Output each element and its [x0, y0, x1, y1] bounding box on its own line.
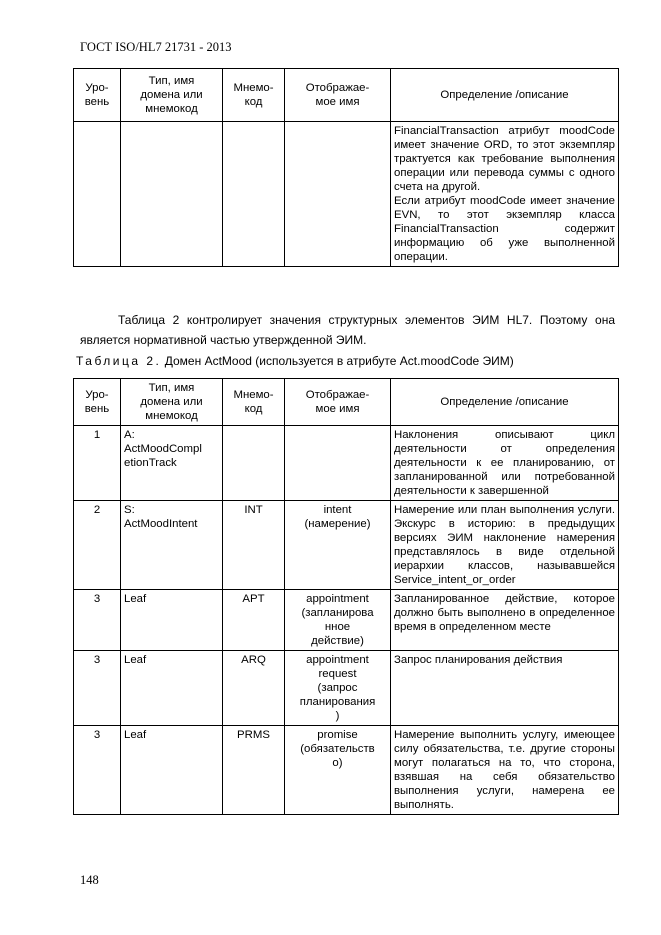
code-cell: PRMS — [223, 726, 285, 815]
col-display-header: Отображае- мое имя — [285, 69, 391, 122]
level-cell: 3 — [74, 590, 121, 651]
col-type-header: Тип, имя домена или мнемокод — [121, 379, 223, 426]
table-caption — [76, 354, 514, 368]
col-code-header: Мнемо- код — [223, 379, 285, 426]
definition-text: FinancialTransaction атрибут moodCode имеет значение ORD, то этот экземпляр трактуется как требование выполнения операции или перевода суммы с одного счета на другой. — [394, 125, 615, 193]
table-row — [74, 726, 619, 815]
col-level-header: Уро- вень — [74, 379, 121, 426]
type-cell: Leaf — [121, 726, 223, 815]
level-cell: 1 — [74, 426, 121, 501]
definition-cell: Запланированное действие, которое должно быть выполнено в определенное время в определенном месте — [391, 590, 619, 651]
definition-cell — [391, 122, 619, 267]
caption-label: Таблица 2. — [76, 354, 162, 368]
display-cell: appointment request (запрос планирования ) — [285, 651, 391, 726]
level-cell: 3 — [74, 651, 121, 726]
document-header: ГОСТ ISO/HL7 21731 - 2013 — [80, 40, 232, 54]
display-cell: promise (обязательств о) — [285, 726, 391, 815]
body-paragraph: Таблица 2 контролирует значения структурных элементов ЭИМ HL7. Поэтому она является нормативной частью утвержденной ЭИМ. — [80, 313, 615, 347]
code-cell: INT — [223, 501, 285, 590]
col-level-header: Уро- вень — [74, 69, 121, 122]
type-cell: Leaf — [121, 651, 223, 726]
definition-cell: Намерение выполнить услугу, имеющее силу обязательства, т.е. другие стороны могут полагаться на то, что сторона, взявшая на себя обязательство выполнения услуги, намерена ее выполнять. — [391, 726, 619, 815]
table-row — [74, 651, 619, 726]
table-header-row — [74, 379, 619, 426]
col-definition-header: Определение /описание — [391, 379, 619, 426]
col-code-header: Мнемо- код — [223, 69, 285, 122]
table-row — [74, 122, 619, 267]
code-cell: ARQ — [223, 651, 285, 726]
code-cell — [223, 426, 285, 501]
definition-cell: Намерение или план выполнения услуги. Экскурс в историю: в предыдущих версиях ЭИМ наклонение намерения представлялось в виде отдельной иерархии классов, называвшейся Service_intent_or_order — [391, 501, 619, 590]
table-continuation — [73, 68, 619, 267]
display-cell: appointment (запланирова нное действие) — [285, 590, 391, 651]
table-row — [74, 501, 619, 590]
display-cell — [285, 426, 391, 501]
definition-cell: Запрос планирования действия — [391, 651, 619, 726]
definition-text: Если атрибут moodCode имеет значение EVN, то этот экземпляр класса FinancialTransaction содержит информацию об уже выполненной операции. — [394, 195, 615, 263]
level-cell: 3 — [74, 726, 121, 815]
type-cell: S: ActMoodIntent — [121, 501, 223, 590]
table-row — [74, 590, 619, 651]
col-definition-header: Определение /описание — [391, 69, 619, 122]
definition-cell: Наклонения описывают цикл деятельности от определения деятельности к ее планированию, от запланированной или потребованной деятельности к завершенной — [391, 426, 619, 501]
col-type-header: Тип, имя домена или мнемокод — [121, 69, 223, 122]
caption-text: Домен ActMood (используется в атрибуте Act.moodCode ЭИМ) — [164, 354, 514, 368]
type-cell: Leaf — [121, 590, 223, 651]
level-cell: 2 — [74, 501, 121, 590]
page-number: 148 — [80, 873, 99, 887]
table-header-row — [74, 69, 619, 122]
display-cell: intent (намерение) — [285, 501, 391, 590]
type-cell: A: ActMoodCompl etionTrack — [121, 426, 223, 501]
table-row — [74, 426, 619, 501]
actmood-table — [73, 378, 619, 815]
code-cell: APT — [223, 590, 285, 651]
col-display-header: Отображае- мое имя — [285, 379, 391, 426]
